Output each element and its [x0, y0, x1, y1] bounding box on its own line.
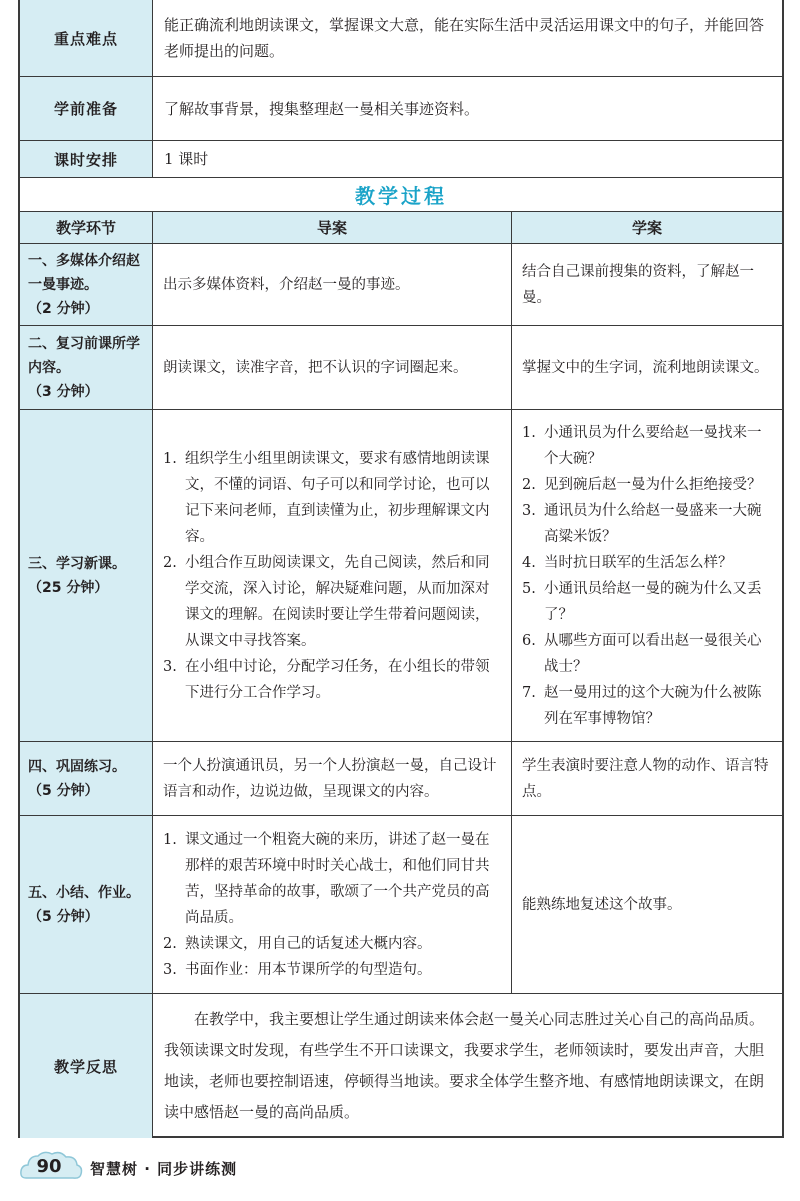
guide-text: 朗读课文，读准字音，把不认识的字词圈起来。	[163, 359, 468, 376]
list-item: 5. 小通讯员给赵一曼的碗为什么又丢了？	[522, 580, 762, 623]
reflection-row	[20, 994, 782, 1138]
reflection-content	[164, 994, 770, 1138]
list-item: 1. 小通讯员为什么要给赵一曼找来一个大碗？	[522, 424, 762, 467]
header-study: 学案	[631, 219, 662, 237]
stage-time: （2 分钟）	[28, 300, 99, 317]
info-text: 1 课时	[164, 150, 209, 168]
info-row-preparation	[20, 77, 782, 141]
stage-cell	[20, 816, 153, 993]
guide-cell	[153, 326, 512, 409]
list-item: 3. 书面作业：用本节课所学的句型造句。	[163, 961, 432, 978]
stage-name: 二、复习前课所学内容。	[28, 335, 140, 376]
list-item: 2. 熟读课文，用自己的话复述大概内容。	[163, 935, 432, 952]
stage-cell	[20, 410, 153, 741]
list-item: 1. 组织学生小组里朗读课文，要求有感情地朗读课文，不懂的词语、句子可以和同学讨论，也可以记下来问老师，直到读懂为止，初步理解课文内容。	[163, 450, 490, 545]
study-cell	[512, 410, 782, 741]
guide-cell	[153, 742, 512, 815]
stage-row	[20, 742, 782, 816]
guide-cell	[153, 410, 512, 741]
stage-row	[20, 244, 782, 326]
stage-row	[20, 816, 782, 994]
study-cell	[512, 244, 782, 325]
list-item: 3. 通讯员为什么给赵一曼盛来一大碗高粱米饭？	[522, 502, 762, 545]
stage-row	[20, 410, 782, 742]
info-label: 学前准备	[20, 77, 153, 140]
guide-list	[163, 446, 503, 706]
process-title-row	[20, 178, 782, 212]
info-label: 重点难点	[20, 0, 153, 76]
reflection-label: 教学反思	[20, 994, 153, 1138]
study-text: 结合自己课前搜集的资料，了解赵一曼。	[522, 263, 754, 306]
stage-time: （5 分钟）	[28, 908, 99, 925]
process-title: 教学过程	[355, 184, 447, 208]
book-brand: 智慧树 · 同步讲练测	[90, 1160, 238, 1178]
lesson-plan-table	[18, 0, 784, 1138]
study-text: 能熟练地复述这个故事。	[522, 896, 682, 913]
reflection-text: 在教学中，我主要想让学生通过朗读来体会赵一曼关心同志胜过关心自己的高尚品质。我领读课文时发现，有些学生不开口读课文，我要求学生，老师领读时，要发出声音，大胆地读，老师也要控制语速，停顿得当地读。要求全体学生整齐地、有感情地朗读课文，在朗读中感悟赵一曼的高尚品质。	[164, 1010, 765, 1121]
list-item: 1. 课文通过一个粗瓷大碗的来历，讲述了赵一曼在那样的艰苦环境中时时关心战士，和他们同甘共苦，坚持革命的故事，歌颂了一个共产党员的高尚品质。	[163, 831, 490, 926]
stage-name: 三、学习新课。	[28, 555, 126, 572]
study-cell	[512, 816, 782, 993]
study-cell	[512, 742, 782, 815]
guide-cell	[153, 816, 512, 993]
list-item: 2. 见到碗后赵一曼为什么拒绝接受？	[522, 476, 762, 493]
list-item: 6. 从哪些方面可以看出赵一曼很关心战士？	[522, 632, 762, 675]
guide-cell	[153, 244, 512, 325]
stage-cell	[20, 326, 153, 409]
page-footer	[18, 1148, 418, 1188]
guide-list	[163, 827, 503, 983]
info-text: 能正确流利地朗读课文，掌握课文大意，能在实际生活中灵活运用课文中的句子，并能回答老师提出的问题。	[164, 16, 765, 60]
stage-time: （3 分钟）	[28, 383, 99, 400]
guide-text: 一个人扮演通讯员，另一个人扮演赵一曼，自己设计语言和动作，边说边做，呈现课文的内容。	[163, 757, 497, 800]
study-text: 学生表演时要注意人物的动作、语言特点。	[522, 757, 769, 800]
list-item: 2. 小组合作互助阅读课文，先自己阅读，然后和同学交流，深入讨论，解决疑难问题，从而加深对课文的理解。在阅读时要让学生带着问题阅读，从课文中寻找答案。	[163, 554, 490, 649]
study-list	[522, 420, 774, 732]
stage-name: 四、巩固练习。	[28, 758, 126, 775]
list-item: 7. 赵一曼用过的这个大碗为什么被陈列在军事博物馆？	[522, 684, 762, 727]
stage-name: 五、小结、作业。	[28, 884, 140, 901]
info-text: 了解故事背景，搜集整理赵一曼相关事迹资料。	[164, 99, 480, 118]
header-stage: 教学环节	[20, 212, 153, 243]
stage-time: （5 分钟）	[28, 782, 99, 799]
stage-cell	[20, 742, 153, 815]
stage-row	[20, 326, 782, 410]
stage-time: （25 分钟）	[28, 579, 109, 596]
page-number: 90	[36, 1156, 62, 1177]
info-row-key-points	[20, 0, 782, 77]
list-item: 4. 当时抗日联军的生活怎么样？	[522, 554, 733, 571]
info-label: 课时安排	[20, 141, 153, 177]
header-guide: 导案	[153, 212, 512, 243]
study-text: 掌握文中的生字词，流利地朗读课文。	[522, 359, 769, 376]
stage-name: 一、多媒体介绍赵一曼事迹。	[28, 252, 140, 293]
study-cell	[512, 326, 782, 409]
stage-cell	[20, 244, 153, 325]
list-item: 3. 在小组中讨论，分配学习任务，在小组长的带领下进行分工合作学习。	[163, 658, 490, 701]
info-row-schedule	[20, 141, 782, 178]
table-header-row	[20, 212, 782, 244]
guide-text: 出示多媒体资料，介绍赵一曼的事迹。	[163, 276, 410, 293]
